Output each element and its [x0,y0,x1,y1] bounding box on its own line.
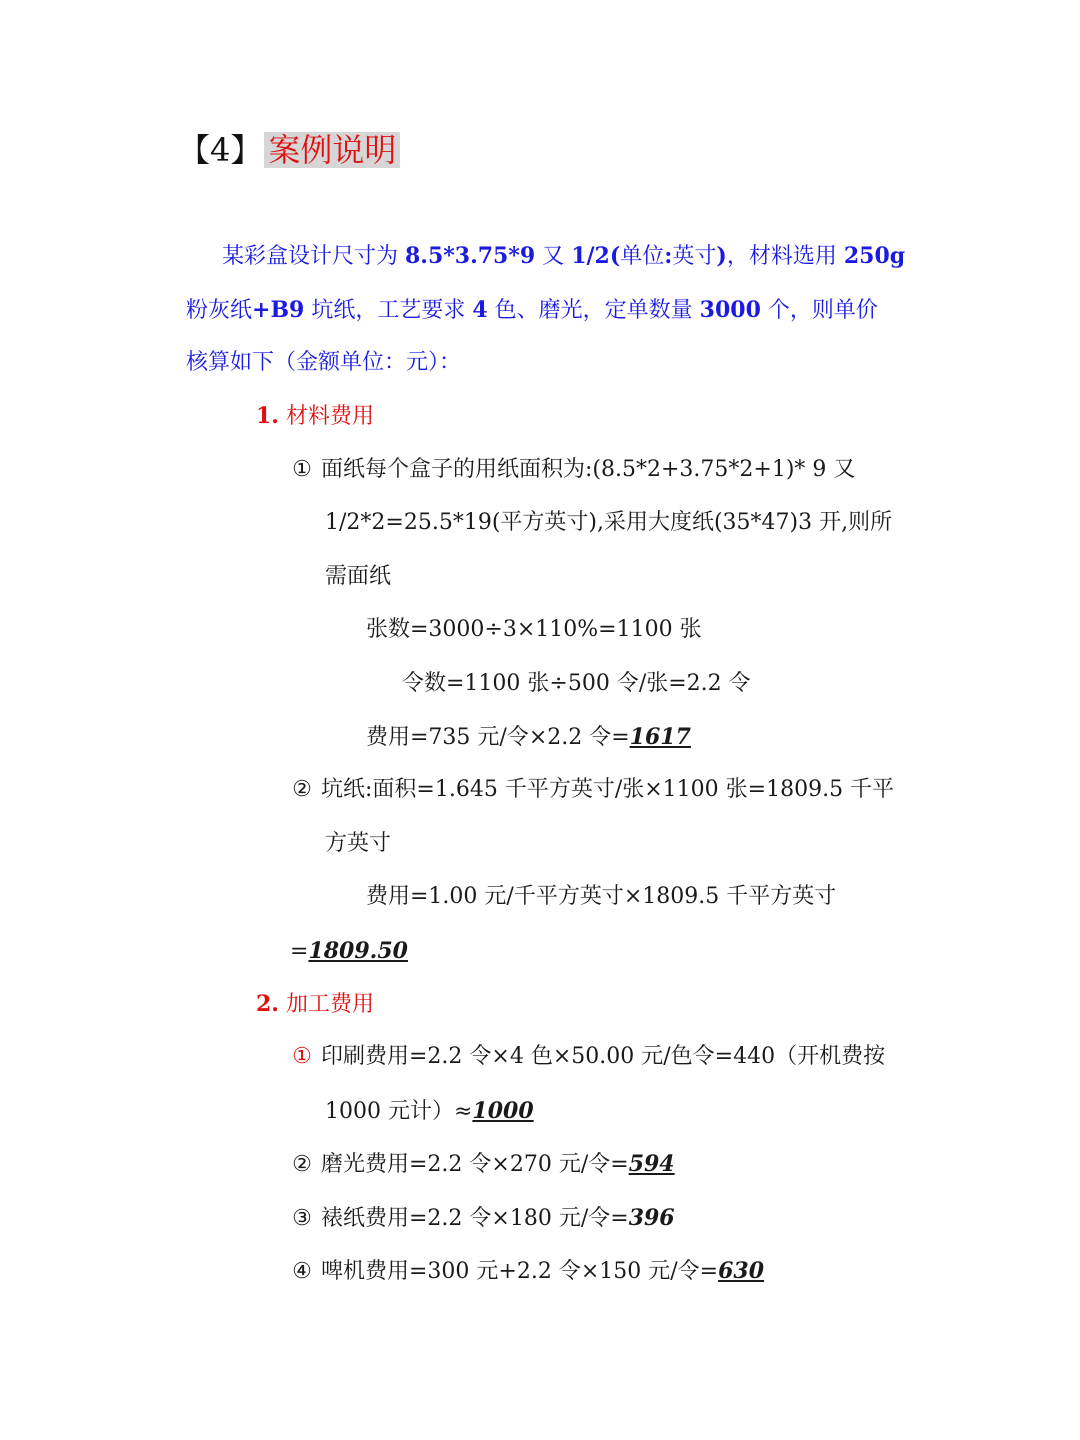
intro-run: 又 [535,244,572,269]
ream-count-line: 令数=1100 张÷500 令/张=2.2 令 [402,671,751,696]
item-marker: ② [292,1152,312,1177]
corrugated-cost-line: 费用=1.00 元/千平方英寸×1809.5 千平方英寸 [366,884,837,909]
section-1-number: 1. [256,403,279,429]
intro-run: 个，则单价 [760,298,878,323]
intro-line-1 [222,245,905,268]
face-paper-cost-formula: 费用=735 元/令×2.2 令= [366,725,630,750]
s1-item1-line-1 [290,459,855,481]
intro-run: 8.5*3.75*9 [405,243,536,269]
printing-cost-note: 1000 元计）≈ [325,1099,473,1124]
face-paper-cost-line [366,726,691,749]
heading-number: 【4】 [178,131,263,169]
laminating-cost-result: 396 [628,1205,675,1231]
intro-run: 英寸 [672,244,717,269]
intro-run: +B9 [252,297,305,323]
polishing-cost-formula: 磨光费用=2.2 令×270 元/令= [321,1152,629,1177]
item-marker: ① [292,1044,312,1069]
s1-item2-line-2: 方英寸 [325,831,392,856]
section-1-title: 材料费用 [285,404,374,429]
polishing-cost-result: 594 [628,1151,675,1177]
die-cutting-cost-result: 630 [718,1258,765,1284]
s1-item2-text-1: 坑纸:面积=1.645 千平方英寸/张×1100 张=1809.5 千平 [321,777,895,802]
intro-run: 坑纸，工艺要求 [304,298,473,323]
item-marker: ② [292,777,312,802]
intro-run: 1/2( [571,243,621,269]
equals-sign: = [290,939,309,964]
intro-run: 粉灰纸 [186,298,253,323]
s2-item1-line-2 [325,1100,534,1123]
sheet-count-line: 张数=3000÷3×110%=1100 张 [366,617,702,642]
section-2-heading [256,993,374,1016]
intro-run: 3000 [699,297,761,323]
printing-cost-formula: 印刷费用=2.2 令×4 色×50.00 元/色令=440（开机费按 [321,1044,886,1069]
die-cutting-cost-formula: 啤机费用=300 元+2.2 令×150 元/令= [321,1259,719,1284]
printing-cost-result: 1000 [472,1098,534,1124]
item-marker: ③ [292,1206,312,1231]
intro-line-2 [186,299,878,322]
laminating-cost-line [290,1207,675,1230]
intro-run: 250g [843,243,906,269]
die-cutting-cost-line [290,1260,764,1283]
s1-item1-text-1: 面纸每个盒子的用纸面积为:(8.5*2+3.75*2+1)* 9 又 [321,457,856,482]
section-2-number: 2. [256,991,279,1017]
face-paper-cost-result: 1617 [629,724,691,750]
intro-run: 某彩盒设计尺寸为 [222,244,405,269]
intro-run: : [664,243,673,269]
case-heading [178,132,400,168]
s1-item1-line-2: 1/2*2=25.5*19(平方英寸),采用大度纸(35*47)3 开,则所 [325,510,893,535]
intro-line-3: 核算如下（金额单位：元）： [186,350,462,375]
heading-title: 案例说明 [264,132,400,168]
corrugated-cost-result: 1809.50 [308,938,408,964]
item-marker: ④ [292,1259,312,1284]
laminating-cost-formula: 裱纸费用=2.2 令×180 元/令= [321,1206,629,1231]
s1-item1-line-3: 需面纸 [325,564,392,589]
section-1-heading [256,405,374,428]
intro-run: 4 [472,297,488,323]
intro-run: ) [716,243,727,269]
section-2-title: 加工费用 [285,992,374,1017]
s2-item1-line-1 [290,1046,885,1068]
intro-run: 单位 [620,244,665,269]
corrugated-cost-result-line [290,940,408,963]
s1-item2-line-1 [290,779,894,801]
intro-run: 色、磨光，定单数量 [487,298,700,323]
item-marker: ① [292,457,312,482]
intro-run: ，材料选用 [726,244,844,269]
polishing-cost-line [290,1153,675,1176]
